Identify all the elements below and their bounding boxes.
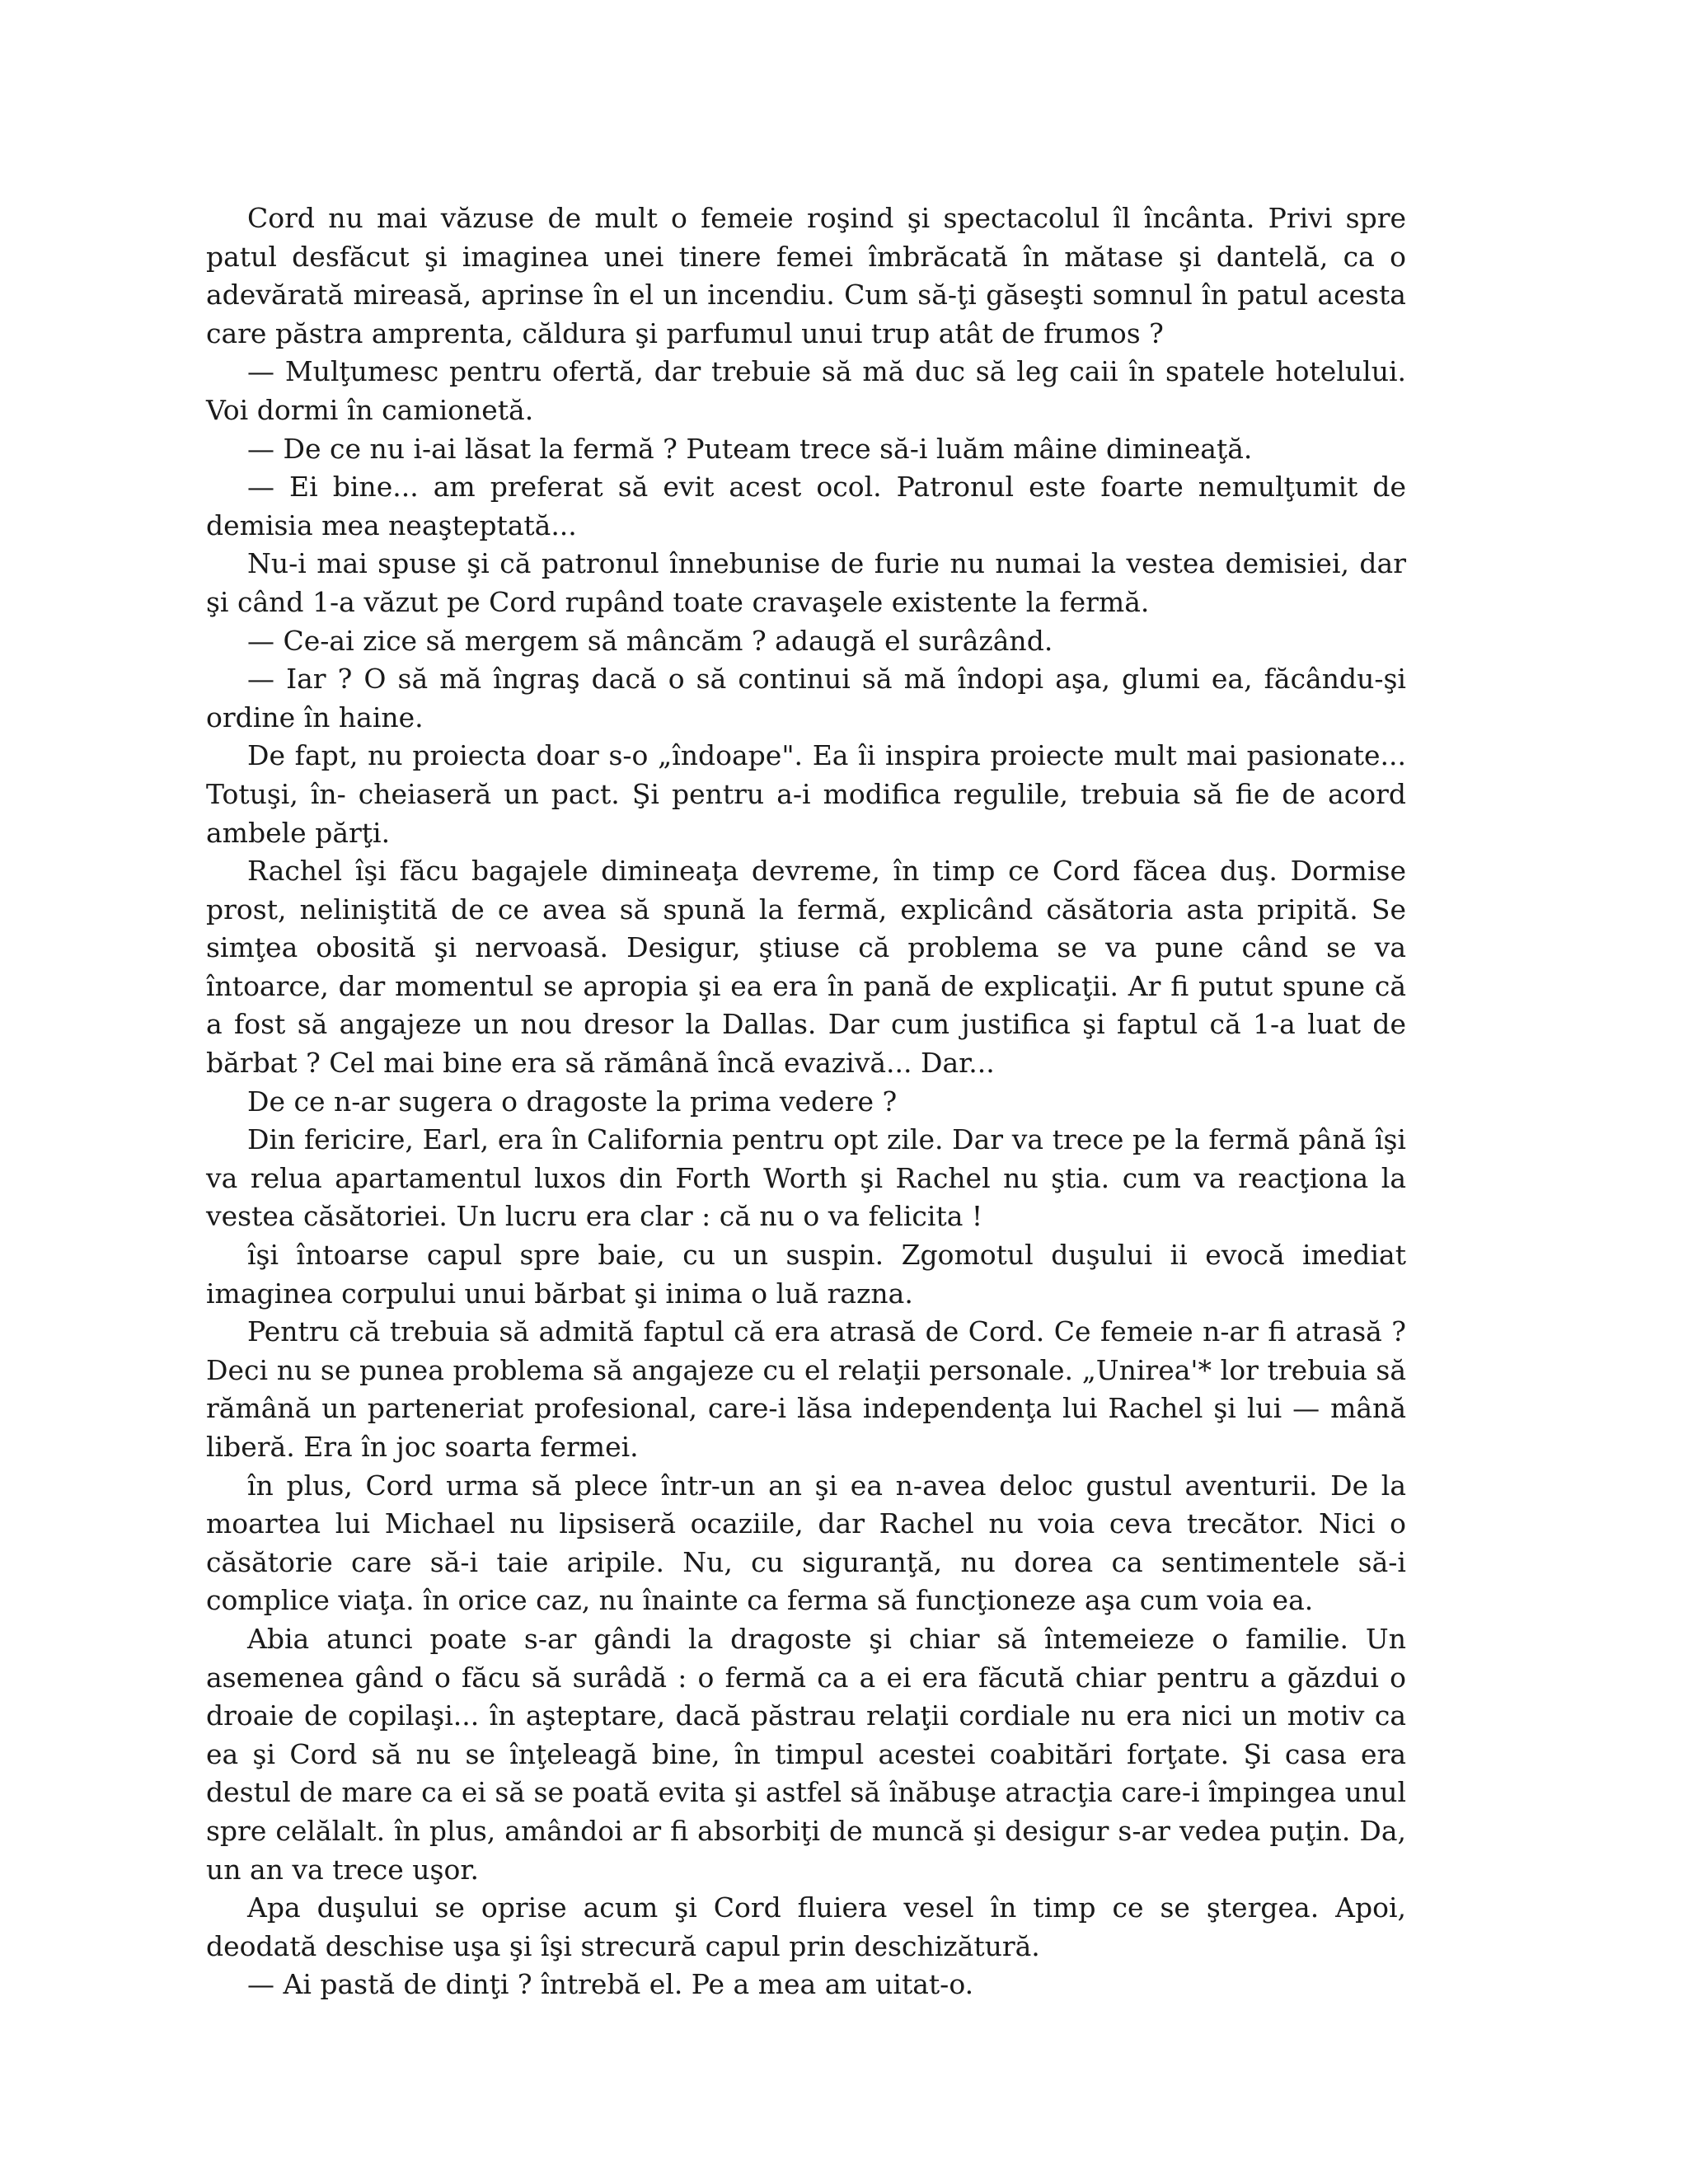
paragraph: Nu-i mai spuse şi că patronul înnebunise de furie nu numai la vestea demisiei, dar şi când 1-a văzut pe Cord rupând toate cravaşele existente la fermă. [206, 547, 1406, 618]
dialogue-line: — Ei bine... am preferat să evit acest ocol. Patronul este foarte nemulţumit de demisia mea neaşteptată... [206, 471, 1406, 541]
dialogue-line: — Ai pastă de dinţi ? întrebă el. Pe a mea am uitat-o. [247, 1968, 974, 2001]
paragraph: Apa duşului se oprise acum şi Cord fluiera vesel în timp ce se ştergea. Apoi, deodată deschise uşa şi îşi strecură capul prin deschizătură. [206, 1891, 1406, 1962]
dialogue-line: — De ce nu i-ai lăsat la fermă ? Puteam trece să-i luăm mâine dimineaţă. [247, 432, 1253, 465]
dialogue-line: — Mulţumesc pentru ofertă, dar trebuie să mă duc să leg caii în spatele hotelului. Voi dormi în camionetă. [206, 355, 1406, 426]
paragraph: Abia atunci poate s-ar gândi la dragoste şi chiar să întemeieze o familie. Un asemenea gând o făcu să surâdă : o fermă ca a ei era făcută chiar pentru a găzdui o droaie de copilaşi... în aşteptare, dacă păstrau relaţii cordiale nu era nici un motiv ca ea şi Cord să nu se înţeleagă bine, în timpul acestei coabitări forţate. Şi casa era destul de mare ca ei să se poată evita şi astfel să înăbuşe atracţia care-i împingea unul spre celălalt. în plus, amândoi ar fi absorbiţi de muncă şi desigur s-ar vedea puţin. Da, un an va trece uşor. [206, 1622, 1406, 1886]
dialogue-line: — Iar ? O să mă îngraş dacă o să continui să mă îndopi aşa, glumi ea, făcându-şi ordine în haine. [206, 663, 1406, 733]
paragraph: Pentru că trebuia să admită faptul că era atrasă de Cord. Ce femeie n-ar fi atrasă ? Deci nu se punea problema să angajeze cu el relaţii personale. „Unirea'* lor trebuia să rămână un parteneriat profesional, care-i lăsa independenţa lui Rachel şi lui — mână liberă. Era în joc soarta fermei. [206, 1315, 1406, 1463]
paragraph: De fapt, nu proiecta doar s-o „îndoape". Ea îi inspira proiecte mult mai pasionate... Totuşi, în- cheiaseră un pact. Şi pentru a-i modifica regulile, trebuia să fie de acord ambele părţi. [206, 739, 1406, 849]
paragraph: De ce n-ar sugera o dragoste la prima vedere ? [247, 1085, 898, 1118]
dialogue-line: — Ce-ai zice să mergem să mâncăm ? adaugă el surâzând. [247, 624, 1053, 657]
paragraph: în plus, Cord urma să plece într-un an şi ea n-avea deloc gustul aventurii. De la moartea lui Michael nu lipsiseră ocaziile, dar Rachel nu voia ceva trecător. Nici o căsătorie care să-i taie aripile. Nu, cu siguranţă, nu dorea ca sentimentele să-i complice viaţa. în orice caz, nu înainte ca ferma să funcţioneze aşa cum voia ea. [206, 1469, 1406, 1617]
paragraph: Cord nu mai văzuse de mult o femeie roşind şi spectacolul îl încânta. Privi spre patul desfăcut şi imaginea unei tinere femei îmbrăcată în mătase şi dantelă, ca o adevărată mireasă, aprinse în el un incendiu. Cum să-ţi găseşti somnul în patul acesta care păstra amprenta, căldura şi parfumul unui trup atât de frumos ? [206, 202, 1406, 349]
paragraph: îşi întoarse capul spre baie, cu un suspin. Zgomotul duşului ii evocă imediat imaginea corpului unui bărbat şi inima o luă razna. [206, 1239, 1406, 1310]
paragraph: Din fericire, Earl, era în California pentru opt zile. Dar va trece pe la fermă până îşi va relua apartamentul luxos din Forth Worth şi Rachel nu ştia. cum va reacţiona la vestea căsătoriei. Un lucru era clar : că nu o va felicita ! [206, 1123, 1406, 1233]
text-body [206, 199, 1406, 2004]
paragraph: Rachel îşi făcu bagajele dimineaţa devreme, în timp ce Cord făcea duş. Dormise prost, neliniştită de ce avea să spună la fermă, explicând căsătoria asta pripită. Se simţea obosită şi nervoasă. Desigur, ştiuse că problema se va pune când se va întoarce, dar momentul se apropia şi ea era în pană de explicaţii. Ar fi putut spune că a fost să angajeze un nou dresor la Dallas. Dar cum justifica şi faptul că 1-a luat de bărbat ? Cel mai bine era să rămână încă evazivă... Dar... [206, 855, 1406, 1080]
